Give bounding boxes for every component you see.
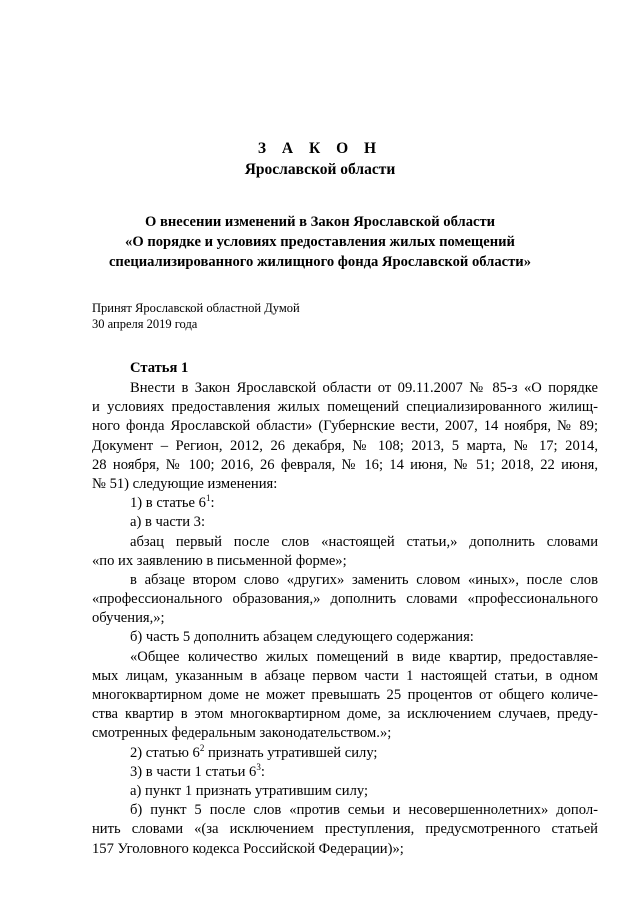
quote-line: «Общее количество жилых помещений в виде квартир, предоставляе- [130, 648, 598, 665]
body-line: № 51) следующие изменения: [92, 475, 278, 492]
item-3b-line: 157 Уголовного кодекса Российской Федерации)»; [92, 840, 404, 857]
body-line: Внести в Закон Ярославской области от 09.11.2007 № 85-з «О порядке [130, 380, 598, 396]
item-3b-line: б) пункт 5 после слов «против семьи и несовершеннолетних» допол- [130, 802, 598, 819]
law-subject [90, 212, 550, 272]
item-3-sup: 3 [256, 761, 261, 772]
article-heading: Статья 1 [130, 360, 189, 376]
body-line: Документ – Регион, 2012, 26 декабря, № 108; 2013, 5 марта, № 17; 2014, [92, 437, 598, 454]
quote-line: мых лицам, указанным в абзаце первом части 1 настоящей статьи, в одном [92, 667, 598, 684]
item-3-suffix: : [260, 763, 265, 780]
quote-line: многоквартирном доме не может превышать 25 процентов от общего количе- [92, 687, 598, 703]
subject-line: специализированного жилищного фонда Ярославской области» [108, 254, 532, 270]
quote-line: смотренных федеральным законодательством.»; [92, 725, 392, 742]
adoption-date: 30 апреля 2019 года [92, 317, 198, 331]
item-1-sup: 1 [205, 493, 211, 504]
law-region: Ярославской области [244, 161, 396, 178]
adoption-body: Принят Ярославской областной Думой [92, 301, 300, 315]
item-1b: б) часть 5 дополнить абзацем следующего содержания: [130, 629, 474, 646]
item-2-suffix: признать утратившей силу; [204, 744, 378, 761]
body-line: и условиях предоставления жилых помещений специализированного жилищ- [92, 399, 598, 416]
body-line: обучения,»; [92, 610, 165, 627]
quote-line: ства квартир в этом многоквартирном доме, за исключением случаев, преду- [92, 706, 598, 723]
item-3-text: 3) в части 1 статьи 6 [130, 763, 257, 780]
item-2 [92, 744, 598, 763]
body-line: абзац первый после слов «настоящей статьи,» дополнить словами [130, 533, 598, 550]
item-2-text: 2) статью 6 [130, 744, 200, 761]
item-3 [92, 763, 598, 782]
law-title: З А К О Н [257, 140, 383, 157]
article-body [92, 379, 598, 859]
body-line: «профессионального образования,» дополнить словами «профессионального [92, 591, 598, 608]
body-line: ного фонда Ярославской области» (Губернские вести, 2007, 14 ноября, № 89; [92, 418, 598, 435]
subject-line: «О порядке и условиях предоставления жилых помещений [125, 234, 515, 250]
item-1a: а) в части 3: [130, 514, 206, 531]
body-line: в абзаце втором слово «других» заменить словом «иных», после слов [130, 571, 598, 588]
item-1 [92, 494, 598, 513]
item-1-suffix: : [210, 495, 215, 512]
body-line: 28 ноября, № 100; 2016, 26 февраля, № 16; 14 июня, № 51; 2018, 22 июня, [92, 456, 598, 473]
item-2-sup: 2 [199, 742, 205, 753]
adoption-note [92, 300, 300, 332]
subject-line: О внесении изменений в Закон Ярославской области [144, 214, 496, 230]
item-1-text: 1) в статье 6 [130, 495, 206, 512]
body-line: «по их заявлению в письменной форме»; [92, 552, 347, 569]
item-3a: а) пункт 1 признать утратившим силу; [130, 782, 369, 799]
item-3b-line: нить словами «(за исключением преступления, предусмотренного статьей [92, 821, 598, 838]
